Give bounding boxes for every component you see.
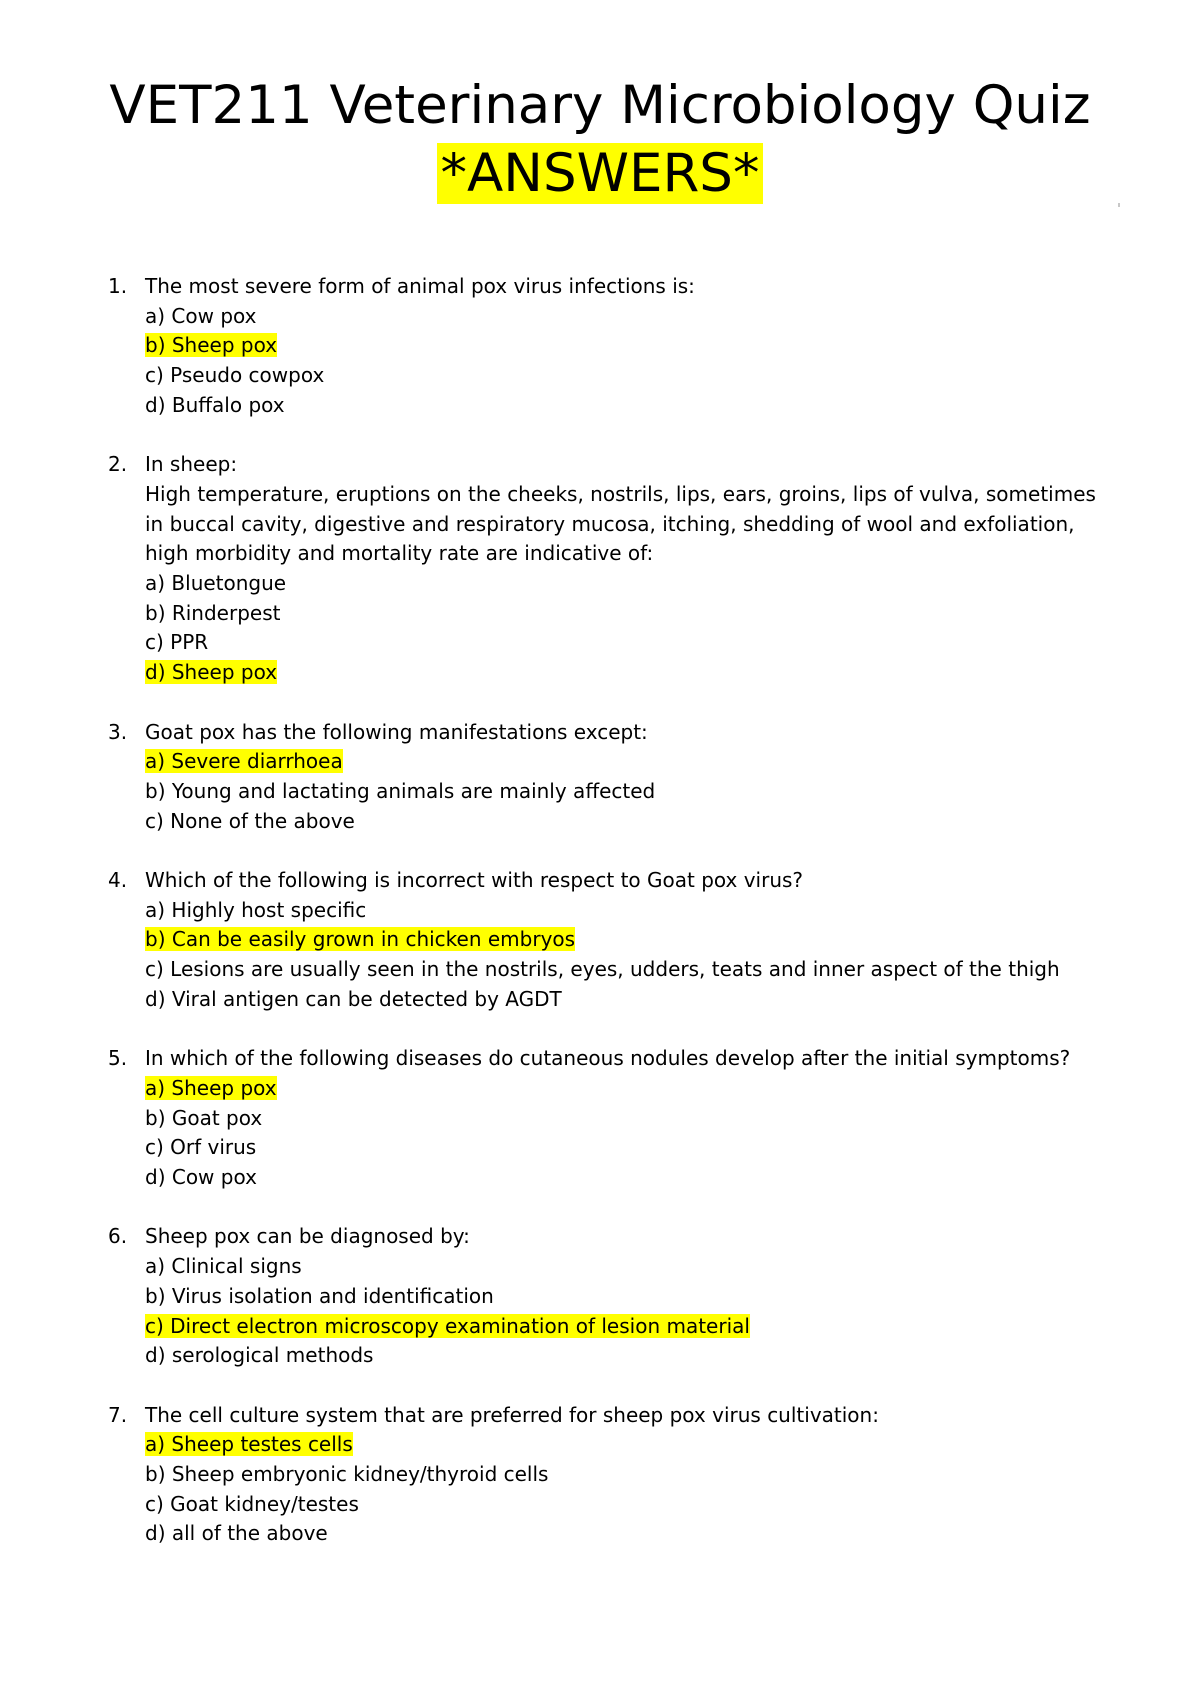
question-text: In which of the following diseases do cutaneous nodules develop after the initial symptoms? <box>145 1046 1071 1071</box>
question-item <box>108 1401 1108 1550</box>
answers-heading <box>0 142 1200 206</box>
question-item <box>108 866 1108 1015</box>
answer-option <box>145 985 1108 1015</box>
answer-option <box>145 302 1108 332</box>
question-number: 6. <box>108 1224 128 1249</box>
answer-option <box>145 896 1108 926</box>
option-label: d) all of the above <box>145 1521 328 1546</box>
question-text: The cell culture system that are preferred for sheep pox virus cultivation: <box>145 1402 879 1427</box>
option-label: a) Bluetongue <box>145 571 287 596</box>
answer-option-correct <box>145 1074 1108 1104</box>
option-label: c) None of the above <box>145 808 355 833</box>
option-label: d) Sheep pox <box>145 660 278 685</box>
answer-option <box>145 1282 1108 1312</box>
answer-option-correct <box>145 331 1108 361</box>
option-label: b) Goat pox <box>145 1105 263 1130</box>
answer-option <box>145 1104 1108 1134</box>
option-label: a) Cow pox <box>145 303 257 328</box>
option-label: a) Sheep pox <box>145 1075 277 1100</box>
option-label: b) Young and lactating animals are mainly affected <box>145 778 656 803</box>
option-label: d) Buffalo pox <box>145 392 285 417</box>
question-number: 5. <box>108 1046 128 1071</box>
question-text: The most severe form of animal pox virus infections is: <box>145 274 695 298</box>
answer-option-correct <box>145 1312 1108 1342</box>
question-list <box>108 272 1108 1579</box>
option-label: b) Sheep embryonic kidney/thyroid cells <box>145 1462 549 1487</box>
answer-option <box>145 955 1108 985</box>
option-label: c) PPR <box>145 630 209 655</box>
option-label: a) Sheep testes cells <box>145 1432 353 1457</box>
answer-option <box>145 628 1108 658</box>
question-number: 3. <box>108 719 128 744</box>
document-title: VET211 Veterinary Microbiology Quiz <box>109 75 1091 136</box>
option-label: b) Can be easily grown in chicken embryos <box>145 927 576 952</box>
option-label: d) Viral antigen can be detected by AGDT <box>145 986 562 1011</box>
option-label: b) Rinderpest <box>145 600 281 625</box>
option-label: b) Sheep pox <box>145 333 278 358</box>
question-text: In sheep: <box>145 452 238 477</box>
question-description: High temperature, eruptions on the cheeks, nostrils, lips, ears, groins, lips of vulva, sometimes in buccal cavity, digestive and respiratory mucosa, itching, shedding of wool and exfoliation, high morbidity and mortality rate are indicative of: <box>145 481 1096 566</box>
question-text: Sheep pox can be diagnosed by: <box>145 1224 470 1249</box>
answer-option-correct <box>145 658 1108 688</box>
question-number: 7. <box>108 1402 128 1427</box>
option-label: d) serological methods <box>145 1343 374 1368</box>
answer-option <box>145 569 1108 599</box>
option-label: c) Orf virus <box>145 1135 257 1160</box>
answer-option <box>145 1460 1108 1490</box>
question-number: 4. <box>108 868 128 893</box>
answer-option <box>145 1252 1108 1282</box>
question-number: 1. <box>108 274 128 298</box>
option-label: c) Goat kidney/testes <box>145 1491 359 1516</box>
question-item <box>108 1222 1108 1371</box>
question-number: 2. <box>108 452 128 477</box>
option-label: c) Pseudo cowpox <box>145 363 325 388</box>
answers-heading-highlight: *ANSWERS* <box>437 143 764 204</box>
answer-option <box>145 599 1108 629</box>
answer-option <box>145 361 1108 391</box>
option-label: d) Cow pox <box>145 1165 257 1190</box>
answer-option-correct <box>145 925 1108 955</box>
option-label: a) Highly host specific <box>145 897 367 922</box>
option-label: c) Lesions are usually seen in the nostrils, eyes, udders, teats and inner aspect of the thigh <box>145 957 1060 982</box>
option-label: c) Direct electron microscopy examination of lesion material <box>145 1313 750 1338</box>
answer-option <box>145 1490 1108 1520</box>
answer-option-correct <box>145 1430 1108 1460</box>
answer-option <box>145 777 1108 807</box>
option-label: a) Clinical signs <box>145 1254 302 1279</box>
question-item <box>108 1044 1108 1193</box>
answer-option <box>145 807 1108 837</box>
option-label: a) Severe diarrhoea <box>145 749 343 774</box>
stray-mark <box>1118 203 1120 207</box>
question-item <box>108 450 1108 688</box>
answer-option-correct <box>145 747 1108 777</box>
answer-option <box>145 1341 1108 1371</box>
question-item <box>108 272 1108 421</box>
question-item <box>108 718 1108 837</box>
question-text: Goat pox has the following manifestations except: <box>145 719 648 744</box>
answer-option <box>145 1133 1108 1163</box>
answer-option <box>145 1163 1108 1193</box>
option-label: b) Virus isolation and identification <box>145 1283 494 1308</box>
question-text: Which of the following is incorrect with respect to Goat pox virus? <box>145 868 804 893</box>
answer-option <box>145 1519 1108 1549</box>
answer-option <box>145 391 1108 421</box>
